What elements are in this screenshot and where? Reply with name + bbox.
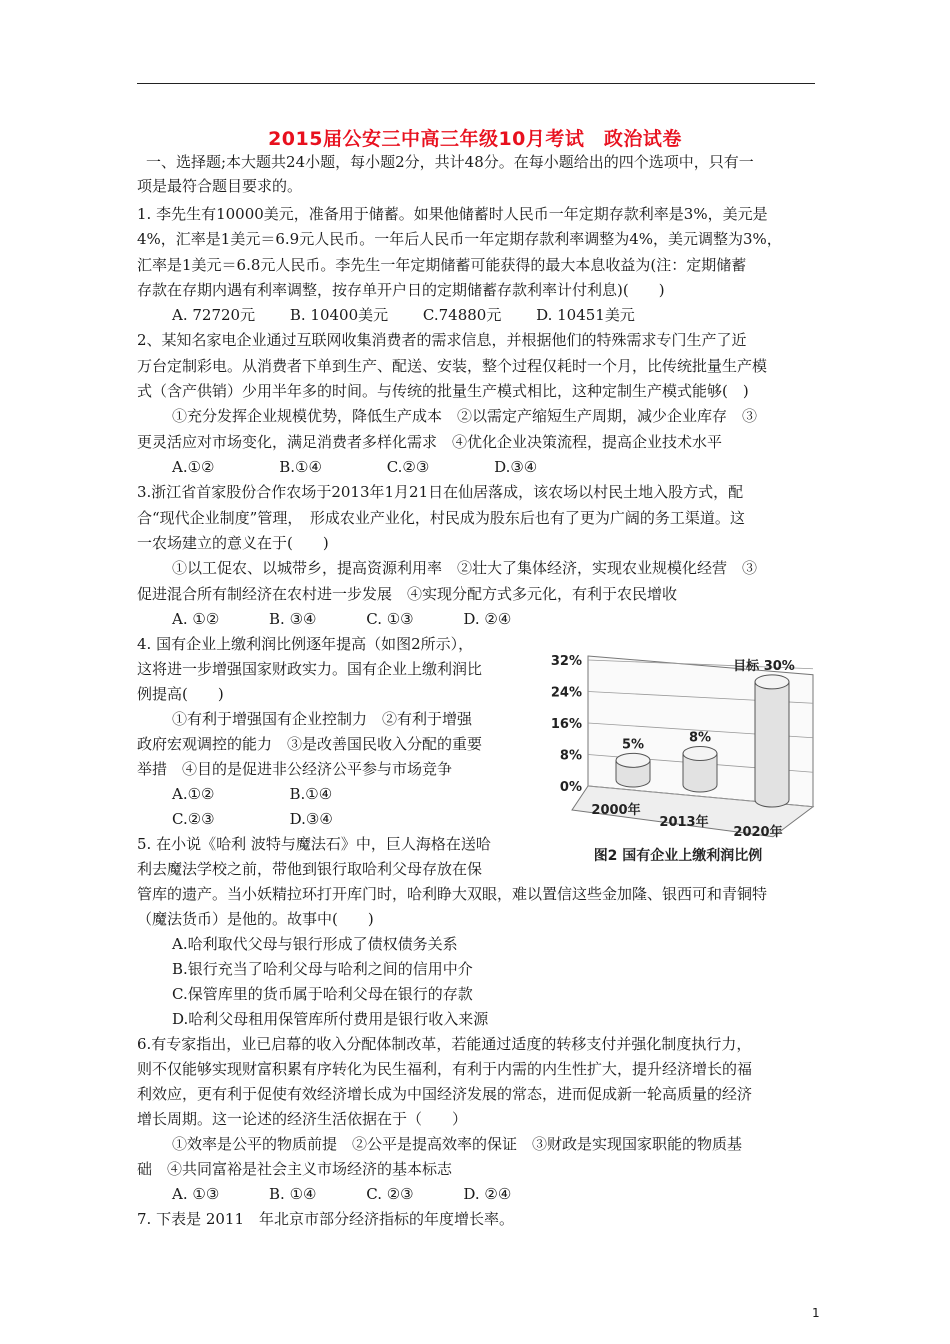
chart-data-label: 5% [621,737,645,753]
q1-options: A. 72720元 B. 10400美元 C.74880元 D. 10451美元 [172,306,635,324]
q2-stem: 式（含产供销）少用半年多的时间。与传统的批量生产模式相比，这种定制生产模式能够( ) [137,382,749,400]
q4-statements: ①有利于增强国有企业控制力 ②有利于增强 [172,710,473,728]
chart-bar-top [755,675,789,689]
chart-bar-top [683,747,717,761]
q5-stem: 利去魔法学校之前，带他到银行取哈利父母存放在保 [137,860,483,878]
chart-data-label: 8% [688,730,712,746]
exam-title: 2015届公安三中高三年级10月考试 政治试卷 [268,128,682,150]
q6-statements: ①效率是公平的物质前提 ②公平是提高效率的保证 ③财政是实现国家职能的物质基 [172,1135,743,1153]
chart-y-tick-label: 32% [550,654,582,669]
chart-y-tick-label: 16% [550,717,582,732]
q2-stem: 万台定制彩电。从消费者下单到生产、配送、安装，整个过程仅耗时一个月，比传统批量生产模 [137,357,768,375]
q4-stem: 4. 国有企业上缴利润比例逐年提高（如图2所示）， [137,635,474,653]
q5-option: A.哈利取代父母与银行形成了债权债务关系 [172,935,458,953]
q4-options: A.①② B.①④ [172,785,333,803]
chart-title: 图2 国有企业上缴利润比例 [593,848,763,864]
chart-x-tick-label: 2000年 [591,803,641,818]
q3-statements: ①以工促农、以城带乡，提高资源利用率 ②壮大了集体经济，实现农业规模化经营 ③ [172,559,758,577]
q7-stem: 7. 下表是 2011 年北京市部分经济指标的年度增长率。 [137,1210,515,1228]
q5-stem: （魔法货币）是他的。故事中( ) [137,910,374,928]
chart-y-tick-label: 0% [559,780,582,795]
q5-option: B.银行充当了哈利父母与哈利之间的信用中介 [172,960,473,978]
q3-stem: 合“现代企业制度”管理， 形成农业产业化，村民成为股东后也有了更为广阔的务工渠道。这 [137,509,745,527]
q1-stem: 4%，汇率是1美元＝6.9元人民币。一年后人民币一年定期存款利率调整为4%，美元调整为3%， [137,230,782,248]
chart-bar-top [616,753,650,767]
q2-statements: 更灵活应对市场变化，满足消费者多样化需求 ④优化企业决策流程，提高企业技术水平 [137,433,723,451]
chart-y-axis [551,654,582,795]
chart-y-tick-label: 8% [559,748,582,764]
q6-stem: 则不仅能够实现财富积累有序转化为民生福利，有利于内需的内生性扩大，提升经济增长的福 [137,1060,753,1078]
chart-x-tick-label: 2013年 [659,815,709,830]
q4-stem: 这将进一步增强国家财政实力。国有企业上缴利润比 [137,660,483,678]
q1-stem: 1. 李先生有10000美元，准备用于储蓄。如果他储蓄时人民币一年定期存款利率是3%，美元是 [137,205,768,223]
q3-stem: 一农场建立的意义在于( ) [137,534,329,552]
chart-bar [755,675,789,807]
q4-statements: 举措 ④目的是促进非公经济公平参与市场竞争 [137,760,453,778]
q6-stem: 增长周期。这一论述的经济生活依据在于（ ） [137,1110,468,1128]
section-heading: 一、选择题;本大题共24小题，每小题2分，共计48分。在每小题给出的四个选项中，只有一 [146,153,754,171]
profit-ratio-chart [538,630,828,870]
q3-statements: 促进混合所有制经济在农村进一步发展 ④实现分配方式多元化，有利于农民增收 [137,585,678,603]
q1-stem: 汇率是1美元＝6.8元人民币。李先生一年定期储蓄可能获得的最大本息收益为(注：定期储蓄 [137,256,747,274]
q2-options: A.①② B.①④ C.②③ D.③④ [172,458,538,476]
q1-stem: 存款在存期内遇有利率调整，按存单开户日的定期储蓄存款利率计付利息)( ) [137,281,665,299]
section-heading-cont: 项是最符合题目要求的。 [137,177,303,195]
q5-stem: 5. 在小说《哈利 波特与魔法石》中，巨人海格在送哈 [137,835,491,853]
q6-stem: 利效应，更有利于促使有效经济增长成为中国经济发展的常态，进而促成新一轮高质量的经济 [137,1085,753,1103]
q4-options: C.②③ D.③④ [172,810,333,828]
q6-options: A. ①③ B. ①④ C. ②③ D. ②④ [172,1185,512,1203]
q5-option: D.哈利父母租用保管库所付费用是银行收入来源 [172,1010,489,1028]
chart-bar [683,747,717,793]
page-number: 1 [812,1306,820,1320]
chart-bar-body [755,682,789,807]
q2-stem: 2、某知名家电企业通过互联网收集消费者的需求信息，并根据他们的特殊需求专门生产了近 [137,331,747,349]
q2-statements: ①充分发挥企业规模优势，降低生产成本 ②以需定产缩短生产周期，减少企业库存 ③ [172,407,758,425]
q5-option: C.保管库里的货币属于哈利父母在银行的存款 [172,985,473,1003]
chart-bar [616,753,650,787]
q3-options: A. ①② B. ③④ C. ①③ D. ②④ [172,610,512,628]
q4-stem: 例提高( ) [137,685,224,703]
q5-stem: 管库的遗产。当小妖精拉环打开库门时，哈利睁大双眼，难以置信这些金加隆、银西可和青铜特 [137,885,768,903]
q3-stem: 3.浙江省首家股份合作农场于2013年1月21日在仙居落成，该农场以村民土地入股方式，配 [137,483,744,501]
q6-statements: 础 ④共同富裕是社会主义市场经济的基本标志 [137,1160,453,1178]
chart-y-tick-label: 24% [550,685,582,701]
chart-data-label: 目标 30% [733,658,795,674]
header-rule [137,83,815,84]
q4-statements: 政府宏观调控的能力 ③是改善国民收入分配的重要 [137,735,483,753]
q6-stem: 6.有专家指出，业已启幕的收入分配体制改革，若能通过适度的转移支付并强化制度执行力， [137,1035,752,1053]
chart-x-tick-label: 2020年 [733,825,783,840]
